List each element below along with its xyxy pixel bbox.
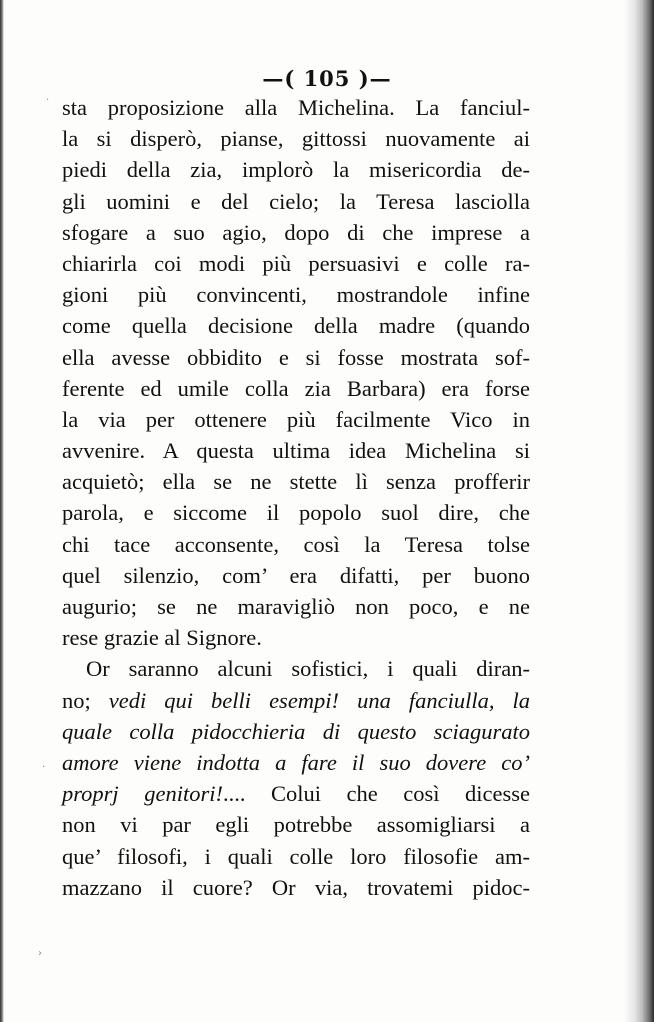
text-run: chi tace acconsente, così la Teresa tolse	[62, 531, 530, 557]
margin-speck: ·	[46, 95, 50, 106]
text-line	[62, 217, 530, 248]
text-run: gli uomini e del cielo; la Teresa lasciolla	[62, 188, 530, 214]
text-run: Or saranno alcuni sofistici, i quali diran-	[86, 656, 530, 682]
text-line	[62, 653, 530, 684]
text-run: chiarirla coi modi più persuasivi e colle ra-	[62, 250, 530, 276]
text-line	[62, 747, 530, 778]
text-line	[62, 778, 530, 809]
text-run: sfogare a suo agio, dopo di che imprese a	[62, 219, 530, 245]
text-line	[62, 466, 530, 497]
text-line	[62, 373, 530, 404]
text-line	[62, 310, 530, 341]
text-line	[62, 435, 530, 466]
page-outer-edge	[624, 0, 654, 1022]
text-line	[62, 560, 530, 591]
text-run: augurio; se ne maravigliò non poco, e ne	[62, 594, 530, 619]
text-run: ferente ed umile colla zia Barbara) era forse	[62, 375, 530, 401]
text-line	[62, 622, 530, 653]
text-run: avvenire. A questa ultima idea Michelina si	[62, 438, 530, 464]
page-binding-edge	[0, 0, 4, 1022]
text-line	[62, 591, 530, 622]
text-run: piedi della zia, implorò la misericordia de-	[62, 157, 530, 183]
body-text	[62, 92, 530, 903]
text-run: que’ filosofi, i quali colle loro filosofie am-	[62, 843, 530, 869]
text-run: la si disperò, pianse, gittossi nuovamente ai	[62, 126, 530, 152]
text-line	[62, 404, 530, 435]
margin-speck: ›	[38, 948, 42, 959]
italic-text: vedi qui belli esempi! una fanciulla, la	[108, 687, 530, 713]
text-line	[62, 92, 530, 123]
text-line	[62, 716, 530, 747]
text-line	[62, 529, 530, 560]
text-run: ella avesse obbidito e si fosse mostrata sof-	[62, 344, 530, 370]
text-run: gioni più convincenti, mostrandole infine	[62, 282, 530, 308]
text-line	[62, 497, 530, 528]
text-run: mazzano il cuore? Or via, trovatemi pidoc-	[62, 874, 530, 900]
page-number-header: —( 105 )—	[262, 66, 392, 91]
margin-speck: ·	[42, 762, 46, 773]
text-run: la via per ottenere più facilmente Vico in	[62, 406, 530, 432]
text-line	[62, 841, 530, 872]
text-run: acquietò; ella se ne stette lì senza profferir	[62, 469, 530, 495]
text-line	[62, 154, 530, 185]
text-line	[62, 342, 530, 373]
text-run: no;	[62, 687, 109, 713]
text-line	[62, 685, 530, 716]
text-line	[62, 186, 530, 217]
text-run: quel silenzio, com’ era difatti, per buono	[62, 562, 530, 588]
text-line	[62, 248, 530, 279]
text-run: parola, e siccome il popolo suol dire, che	[62, 500, 530, 526]
text-run: non vi par egli potrebbe assomigliarsi a	[62, 812, 530, 838]
text-run: sta proposizione alla Michelina. La fanciul-	[62, 95, 530, 120]
text-run: .... Colui che così dicesse	[222, 781, 531, 807]
italic-text: proprj genitori!	[62, 781, 223, 807]
text-run: rese grazie al Signore.	[62, 625, 262, 651]
text-line	[62, 123, 530, 154]
italic-text: quale colla pidocchieria di questo sciagurato	[62, 718, 530, 744]
text-run: come quella decisione della madre (quando	[62, 313, 530, 339]
italic-text: amore viene indotta a fare il suo dovere co’	[62, 749, 530, 775]
text-line	[62, 809, 530, 840]
text-line	[62, 279, 530, 310]
text-line	[62, 872, 530, 903]
